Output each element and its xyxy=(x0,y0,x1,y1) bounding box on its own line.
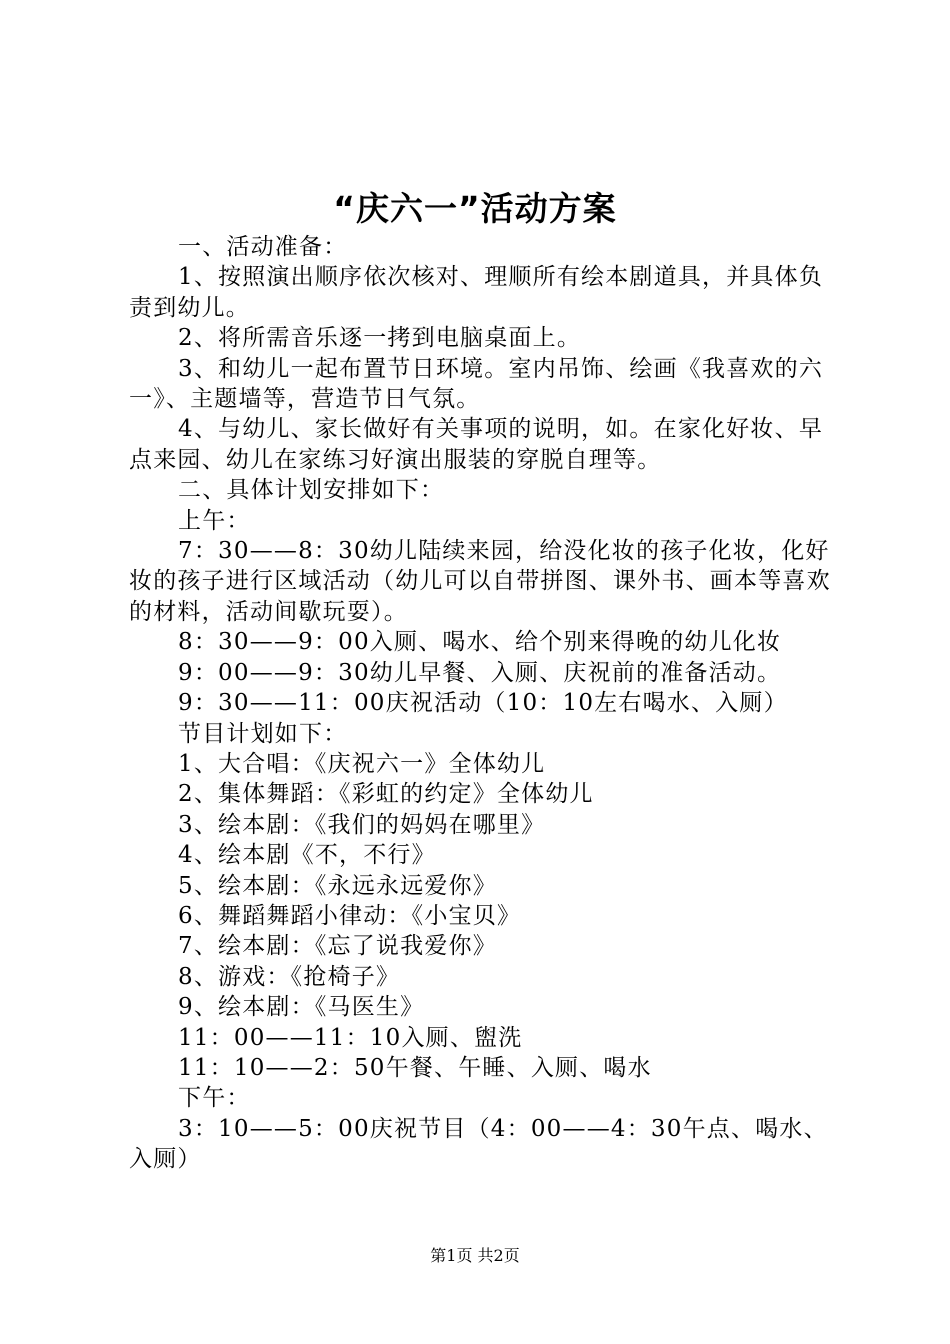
page-footer: 第1页 共2页 xyxy=(430,1246,520,1265)
paragraph: 4、与幼儿、家长做好有关事项的说明，如。在家化好妆、早点来园、幼儿在家练习好演出服装的穿脱自理等。 xyxy=(129,416,824,473)
paragraph: 2、集体舞蹈：《彩虹的约定》全体幼儿 xyxy=(178,781,594,808)
paragraph: 11：10——2：50午餐、午睡、入厕、喝水 xyxy=(178,1054,652,1081)
paragraph: 4、绘本剧《不，不行》 xyxy=(178,842,436,869)
document-title: “庆六一”活动方案 xyxy=(333,189,617,228)
paragraph: 一、活动准备： xyxy=(178,234,348,260)
paragraph: 节目计划如下： xyxy=(178,720,348,747)
paragraph: 上午： xyxy=(178,507,251,534)
paragraph: 8、游戏：《抢椅子》 xyxy=(178,963,401,990)
paragraph: 5、绘本剧：《永远永远爱你》 xyxy=(178,872,497,899)
document-body xyxy=(129,232,839,1175)
paragraph: 11：00——11：10入厕、盥洗 xyxy=(178,1024,523,1051)
paragraph: 7：30——8：30幼儿陆续来园，给没化妆的孩子化妆，化好妆的孩子进行区域活动（幼儿可以自带拼图、课外书、画本等喜欢的材料，活动间歇玩耍）。 xyxy=(129,538,831,625)
paragraph: 二、具体计划安排如下： xyxy=(178,477,445,504)
paragraph: 3、绘本剧：《我们的妈妈在哪里》 xyxy=(178,811,546,838)
paragraph: 3：10——5：00庆祝节目（4：00——4：30午点、喝水、入厕） xyxy=(129,1115,828,1173)
paragraph: 3、和幼儿一起布置节日环境。室内吊饰、绘画《我喜欢的六一》、主题墙等，营造节日气氛。 xyxy=(129,355,824,413)
paragraph: 9、绘本剧：《马医生》 xyxy=(178,994,425,1021)
paragraph: 1、大合唱：《庆祝六一》全体幼儿 xyxy=(178,750,546,777)
paragraph: 7、绘本剧：《忘了说我爱你》 xyxy=(178,933,497,960)
paragraph: 8：30——9：00入厕、喝水、给个别来得晚的幼儿化妆 xyxy=(178,629,782,656)
paragraph: 1、按照演出顺序依次核对、理顺所有绘本剧道具，并具体负责到幼儿。 xyxy=(129,264,824,321)
paragraph: 9：00——9：30幼儿早餐、入厕、庆祝前的准备活动。 xyxy=(178,659,782,686)
paragraph: 9：30——11：00庆祝活动（10：10左右喝水、入厕） xyxy=(178,690,788,717)
paragraph: 2、将所需音乐逐一拷到电脑桌面上。 xyxy=(178,325,582,352)
paragraph: 下午： xyxy=(178,1085,251,1112)
paragraph: 6、舞蹈舞蹈小律动：《小宝贝》 xyxy=(178,902,522,929)
